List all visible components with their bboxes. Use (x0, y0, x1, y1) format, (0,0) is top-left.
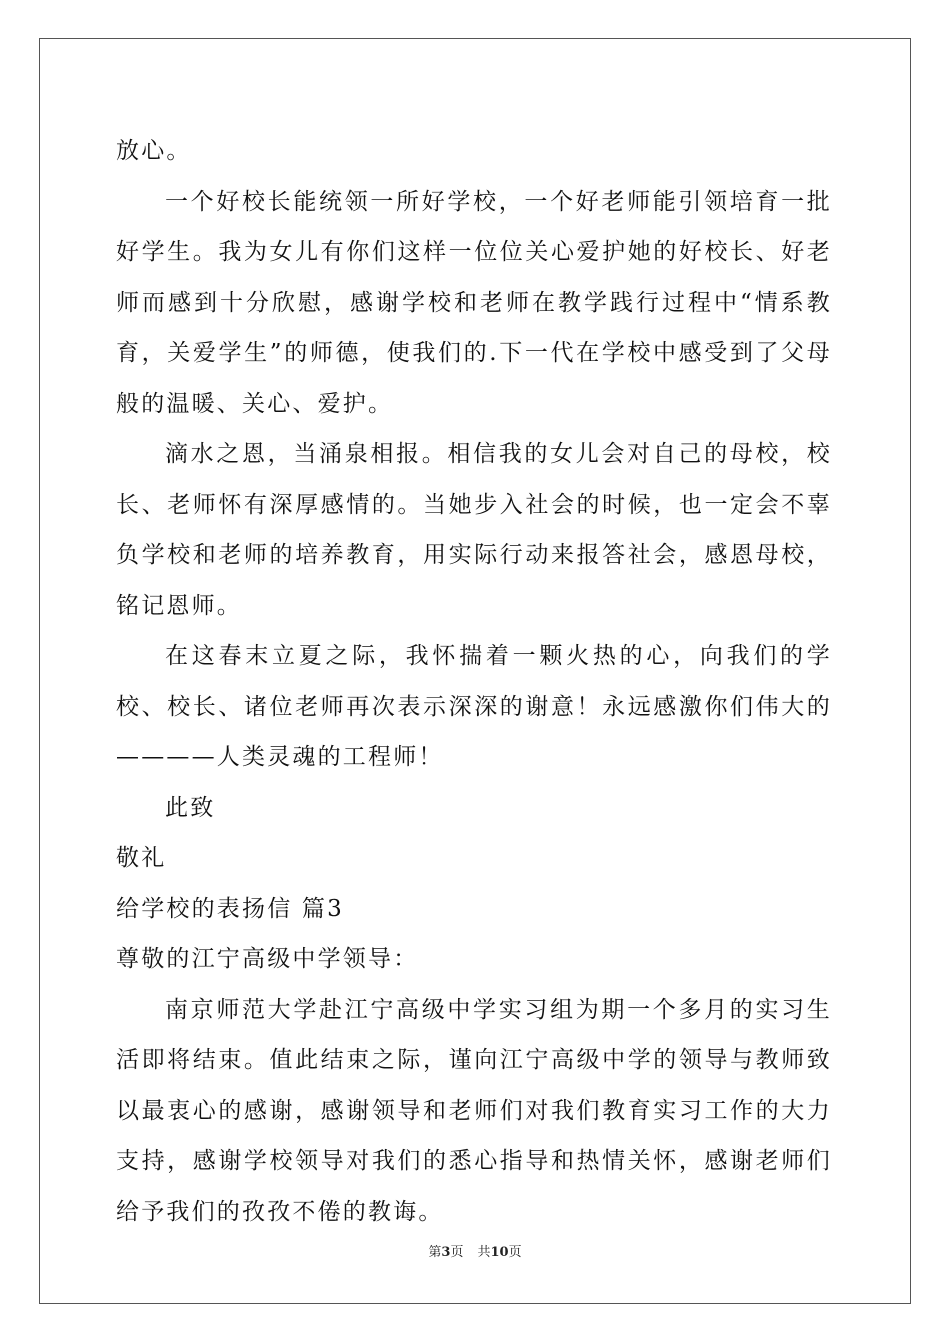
total-prefix: 共 (477, 1245, 491, 1260)
letter-greeting: 尊敬的江宁高级中学领导： (116, 946, 419, 972)
paragraph: 一个好校长能统领一所好学校，一个好老师能引领培育一批好学生。我为女儿有你们这样一位位关心爱护她的好校长、好老师而感到十分欣慰，感谢学校和老师在教学践行过程中“情系教育，关爱学生”的师德，使我们的.下一代在学校中感受到了父母般的温暖、关心、爱护。 (116, 188, 832, 417)
paragraph: 南京师范大学赴江宁高级中学实习组为期一个多月的实习生活即将结束。值此结束之际，谨向江宁高级中学的领导与教师致以最衷心的感谢，感谢领导和老师们对我们教育实习工作的大力支持，感谢学校领导对我们的悉心指导和热情关怀，感谢老师们给予我们的孜孜不倦的教诲。 (116, 996, 832, 1225)
paragraph: 放心。 (116, 138, 192, 164)
total-suffix: 页 (508, 1245, 522, 1260)
closing-salutation: 此致 (165, 794, 216, 821)
closing-regards: 敬礼 (116, 845, 167, 871)
page-suffix: 页 (450, 1245, 464, 1260)
section-heading: 给学校的表扬信 篇3 (116, 895, 344, 922)
total-pages: 10 (490, 1245, 509, 1260)
document-body (116, 126, 832, 1237)
paragraph: 滴水之恩，当涌泉相报。相信我的女儿会对自己的母校，校长、老师怀有深厚感情的。当她步入社会的时候，也一定会不辜负学校和老师的培养教育，用实际行动来报答社会，感恩母校，铭记恩师。 (116, 441, 832, 619)
paragraph: 在这春末立夏之际，我怀揣着一颗火热的心，向我们的学校、校长、诸位老师再次表示深深的谢意！永远感激你们伟大的————人类灵魂的工程师！ (116, 643, 832, 770)
page-prefix: 第 (428, 1245, 442, 1260)
page-number: 3 (441, 1245, 451, 1260)
page-footer (0, 1245, 950, 1261)
